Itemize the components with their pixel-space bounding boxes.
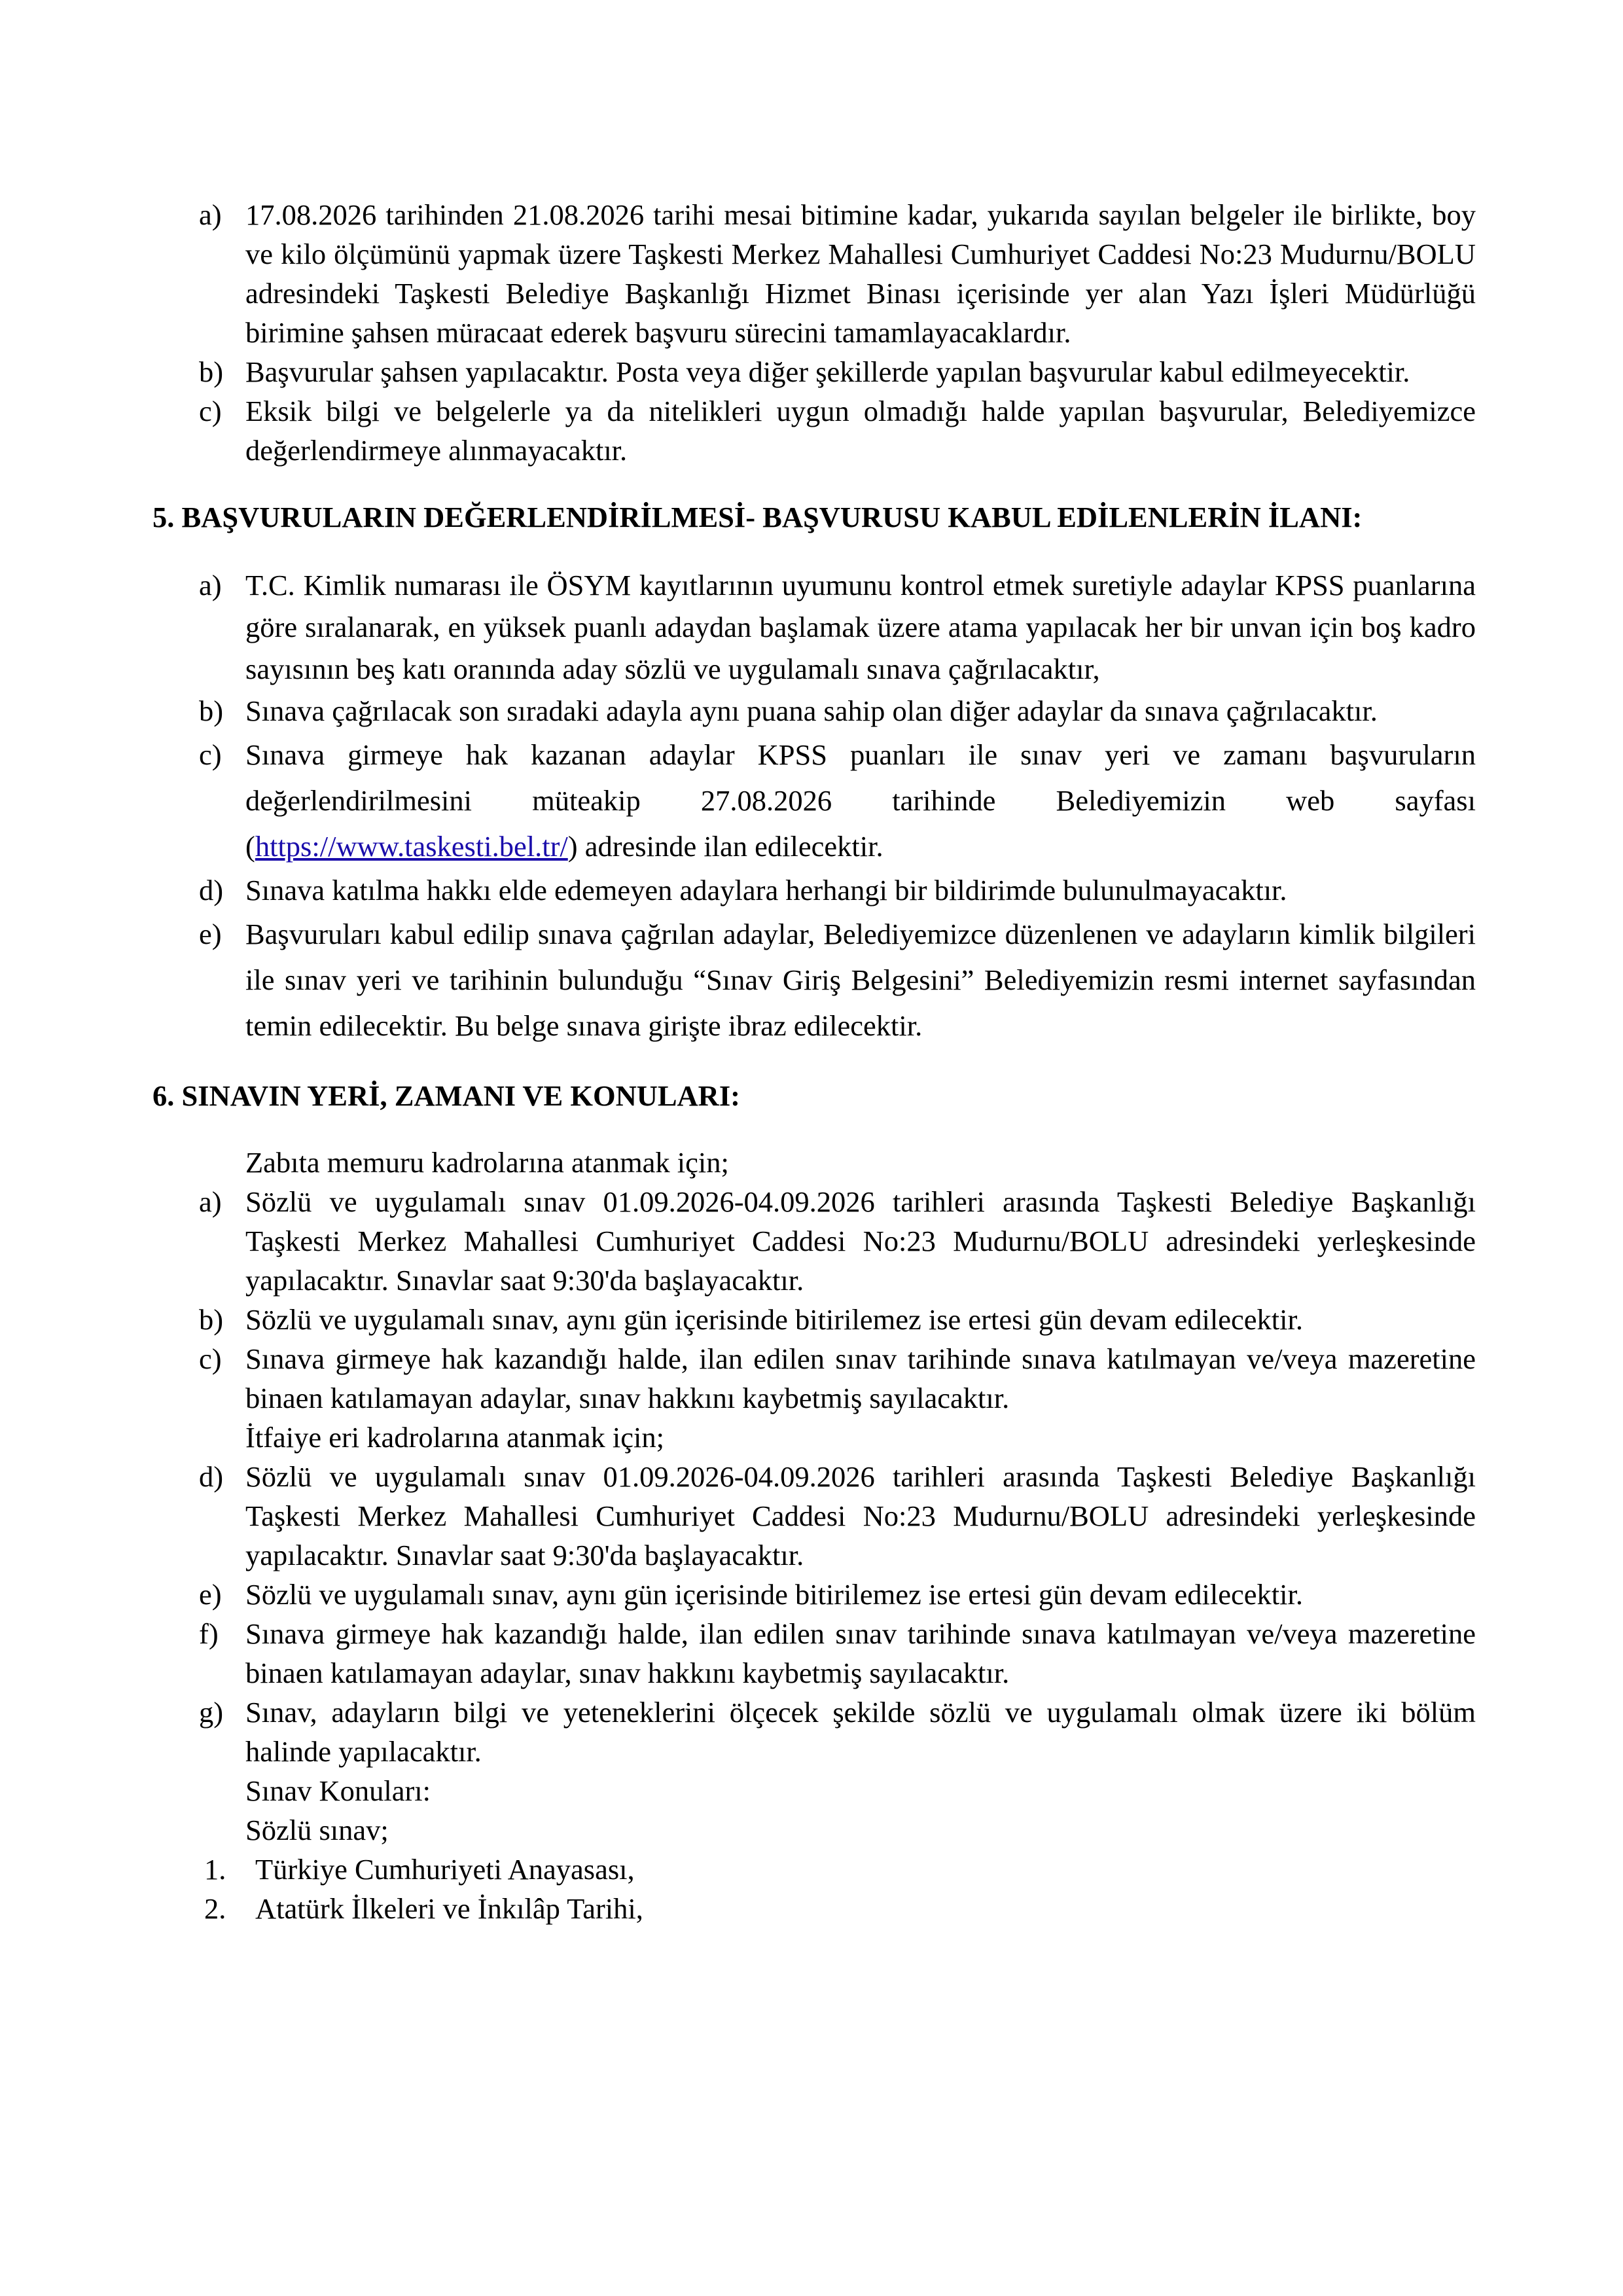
- list-marker: b): [199, 694, 224, 727]
- list-item-text: Sözlü ve uygulamalı sınav, aynı gün içerisinde bitirilemez ise ertesi gün devam edilecektir.: [245, 1578, 1303, 1611]
- list-item-text: Sınava girmeye hak kazanan adaylar KPSS puanları ile sınav yeri ve zamanı başvuruların değerlendirilmesini müteakip 27.08.2026 tarihinde Belediyemizin web sayfası (: [245, 738, 1476, 863]
- list-item-text: 17.08.2026 tarihinden 21.08.2026 tarihi mesai bitimine kadar, yukarıda sayılan belgeler ile birlikte, boy ve kilo ölçümünü yapmak üzere Taşkesti Merkez Mahallesi Cumhuriyet Caddesi No:23 Mudurnu/BOLU adresindeki Taşkesti Belediye Başkanlığı Hizmet Binası içerisinde yer alan Yazı İşleri Müdürlüğü birimine şahsen müracaat ederek başvuru sürecini tamamlayacaklardır.: [245, 198, 1476, 349]
- list-item: [152, 1693, 1476, 1771]
- list-item: [152, 1300, 1476, 1339]
- list-marker: e): [199, 918, 222, 950]
- list-item: [152, 1339, 1476, 1418]
- list-item-text: Sınava çağrılacak son sıradaki adayla aynı puana sahip olan diğer adaylar da sınava çağrılacaktır.: [245, 694, 1378, 727]
- list-item: [152, 1182, 1476, 1300]
- topics-label: Sınav Konuları:: [245, 1774, 431, 1807]
- list-item: [152, 1457, 1476, 1575]
- list-item: [152, 195, 1476, 352]
- list-item-text: Sözlü ve uygulamalı sınav 01.09.2026-04.09.2026 tarihleri arasında Taşkesti Belediye Başkanlığı Taşkesti Merkez Mahallesi Cumhuriyet Caddesi No:23 Mudurnu/BOLU adresindeki yerleşkesinde yapılacaktır. Sınavlar saat 9:30'da başlayacaktır.: [245, 1185, 1476, 1297]
- list-item: [152, 869, 1476, 911]
- itfaiye-list: [152, 1457, 1476, 1771]
- application-list: [152, 195, 1476, 470]
- list-marker: a): [199, 1185, 222, 1218]
- list-item: [152, 690, 1476, 732]
- list-marker: b): [199, 1303, 224, 1336]
- zabita-intro: Zabıta memuru kadrolarına atanmak için;: [245, 1146, 729, 1179]
- list-item: [152, 732, 1476, 869]
- list-item-text: Türkiye Cumhuriyeti Anayasası,: [255, 1853, 635, 1886]
- list-marker: 1.: [204, 1853, 226, 1886]
- section-5-heading: 5. BAŞVURULARIN DEĞERLENDİRİLMESİ- BAŞVURUSU KABUL EDİLENLERİN İLANI:: [152, 501, 1363, 533]
- list-marker: b): [199, 355, 224, 388]
- list-marker: a): [199, 569, 222, 601]
- evaluation-list: [152, 564, 1476, 1049]
- list-item-text: Atatürk İlkeleri ve İnkılâp Tarihi,: [255, 1892, 643, 1925]
- document-page: [152, 195, 1476, 1928]
- list-item: [152, 1575, 1476, 1614]
- list-marker: 2.: [204, 1892, 226, 1925]
- list-item-text: Başvuruları kabul edilip sınava çağrılan adaylar, Belediyemizce düzenlenen ve adayların kimlik bilgileri ile sınav yeri ve tarihinin bulunduğu “Sınav Giriş Belgesini” Belediyemizin resmi internet sayfasından temin edilecektir. Bu belge sınava girişte ibraz edilecektir.: [245, 918, 1476, 1042]
- list-item-text: Eksik bilgi ve belgelerle ya da nitelikleri uygun olmadığı halde yapılan başvurular, Belediyemizce değerlendirmeye alınmayacaktır.: [245, 395, 1476, 467]
- topics-list: [152, 1850, 1476, 1928]
- list-marker: e): [199, 1578, 222, 1611]
- list-item: [152, 391, 1476, 470]
- list-item: [152, 911, 1476, 1049]
- list-marker: d): [199, 874, 224, 906]
- list-item-text: ) adresinde ilan edilecektir.: [567, 830, 883, 863]
- list-item: [152, 352, 1476, 391]
- itfaiye-intro: İtfaiye eri kadrolarına atanmak için;: [245, 1421, 664, 1454]
- list-item-text: Sınav, adayların bilgi ve yeteneklerini ölçecek şekilde sözlü ve uygulamalı olmak üzere iki bölüm halinde yapılacaktır.: [245, 1696, 1476, 1768]
- list-item-text: Sınava katılma hakkı elde edemeyen adaylara herhangi bir bildirimde bulunulmayacaktır.: [245, 874, 1287, 906]
- section-6-heading: 6. SINAVIN YERİ, ZAMANI VE KONULARI:: [152, 1079, 740, 1112]
- list-item-text: T.C. Kimlik numarası ile ÖSYM kayıtlarının uyumunu kontrol etmek suretiyle adaylar KPSS puanlarına göre sıralanarak, en yüksek puanlı adaydan başlamak üzere atama yapılacak her bir unvan için boş kadro sayısının beş katı oranında aday sözlü ve uygulamalı sınava çağrılacaktır,: [245, 569, 1476, 685]
- website-link[interactable]: https://www.taskesti.bel.tr/: [255, 830, 568, 863]
- list-item: [152, 1850, 1476, 1889]
- zabita-list: [152, 1182, 1476, 1418]
- list-marker: c): [199, 738, 222, 771]
- oral-exam-label: Sözlü sınav;: [245, 1814, 389, 1846]
- list-marker: c): [199, 395, 222, 427]
- list-marker: a): [199, 198, 222, 231]
- list-item: [152, 1889, 1476, 1928]
- list-item: [152, 1614, 1476, 1693]
- list-marker: c): [199, 1342, 222, 1375]
- list-marker: g): [199, 1696, 224, 1729]
- list-item-text: Sözlü ve uygulamalı sınav 01.09.2026-04.09.2026 tarihleri arasında Taşkesti Belediye Başkanlığı Taşkesti Merkez Mahallesi Cumhuriyet Caddesi No:23 Mudurnu/BOLU adresindeki yerleşkesinde yapılacaktır. Sınavlar saat 9:30'da başlayacaktır.: [245, 1460, 1476, 1571]
- list-item-text: Sözlü ve uygulamalı sınav, aynı gün içerisinde bitirilemez ise ertesi gün devam edilecektir.: [245, 1303, 1303, 1336]
- list-marker: f): [199, 1617, 219, 1650]
- list-marker: d): [199, 1460, 224, 1493]
- list-item: [152, 564, 1476, 690]
- list-item-text: Başvurular şahsen yapılacaktır. Posta veya diğer şekillerde yapılan başvurular kabul edilmeyecektir.: [245, 355, 1410, 388]
- list-item-text: Sınava girmeye hak kazandığı halde, ilan edilen sınav tarihinde sınava katılmayan ve/veya mazeretine binaen katılamayan adaylar, sınav hakkını kaybetmiş sayılacaktır.: [245, 1617, 1476, 1689]
- list-item-text: Sınava girmeye hak kazandığı halde, ilan edilen sınav tarihinde sınava katılmayan ve/veya mazeretine binaen katılamayan adaylar, sınav hakkını kaybetmiş sayılacaktır.: [245, 1342, 1476, 1414]
